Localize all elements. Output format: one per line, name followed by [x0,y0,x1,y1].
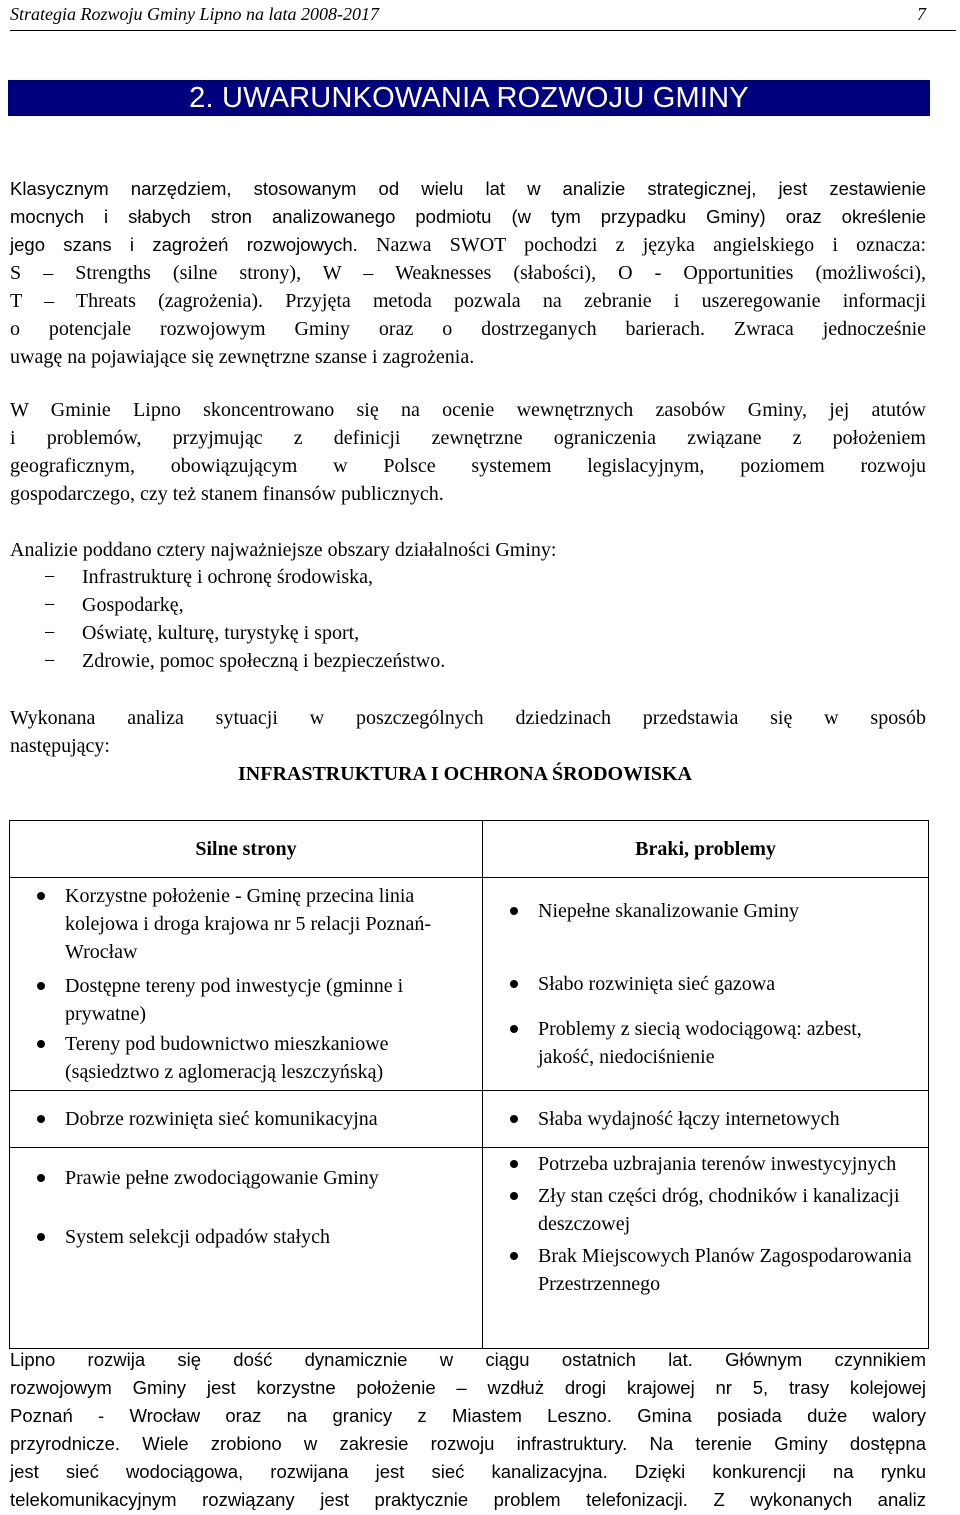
list-item: − Gospodarkę, [44,594,184,616]
intro-line: mocnych i słabych stron analizowanego podmiotu (w tym przypadku Gminy) oraz określenie [10,206,926,227]
table-row [10,1091,929,1148]
list-item: − Oświatę, kulturę, turystykę i sport, [44,622,360,644]
list-item: Problemy z siecią wodociągową: azbest, jakość, niedociśnienie [483,1015,928,1071]
table-row [10,878,929,1091]
strengths-cell [10,878,483,1091]
list-item: System selekcji odpadów stałych [10,1223,482,1251]
analysis-line: następujący: [10,735,110,757]
closing-paragraph [10,1346,926,1514]
assessment-line: W Gminie Lipno skoncentrowano się na ocenie wewnętrznych zasobów Gminy, jej atutów [10,399,926,421]
strengths-header: Silne strony [10,821,483,878]
assessment-line: geograficznym, obowiązującym w Polsce systemem legislacyjnym, poziomem rozwoju [10,455,926,477]
analysis-line: Wykonana analiza sytuacji w poszczególnych dziedzinach przedstawia się w sposób [10,707,926,729]
chapter-heading: 2. UWARUNKOWANIA ROZWOJU GMINY [8,80,930,116]
closing-line: telekomunikacyjnym rozwiązany jest praktycznie problem telefonizacji. Z wykonanych analiz [10,1489,926,1510]
areas-intro: Analizie poddano cztery najważniejsze obszary działalności Gminy: [10,539,557,561]
intro-line: uwagę na pojawiające się zewnętrzne szanse i zagrożenia. [10,346,475,368]
intro-line: Klasycznym narzędziem, stosowanym od wielu lat w analizie strategicznej, jest zestawienie [10,178,926,199]
list-item: Korzystne położenie - Gminę przecina linia kolejowa i droga krajowa nr 5 relacji Poznań-Wrocław [10,882,482,966]
intro-line-sans-part: jego szans i zagrożeń rozwojowych. [10,234,358,255]
weaknesses-cell [483,1148,929,1349]
closing-line: jest sieć wodociągowa, rozwijana jest sieć kanalizacyjna. Dzięki konkurencji na rynku [10,1461,926,1482]
weaknesses-cell [483,1091,929,1148]
closing-line: Poznań - Wrocław oraz na granicy z Miastem Leszno. Gmina posiada duże walory [10,1405,926,1426]
list-item: Niepełne skanalizowanie Gminy [483,897,928,925]
assessment-line: gospodarczego, czy też stanem finansów publicznych. [10,483,444,505]
strengths-cell [10,1091,483,1148]
intro-line: o potencjale rozwojowym Gminy oraz o dostrzeganych barierach. Zwraca jednocześnie [10,318,926,340]
intro-line-serif-part: Nazwa SWOT pochodzi z języka angielskiego i oznacza: [376,234,927,256]
list-item: Potrzeba uzbrajania terenów inwestycyjnych [483,1150,928,1178]
list-item: Prawie pełne zwodociągowanie Gminy [10,1164,482,1192]
page-header [10,0,956,31]
closing-line: przyrodnicze. Wiele zrobiono w zakresie rozwoju infrastruktury. Na terenie Gminy dostępna [10,1433,926,1454]
list-item: Słaba wydajność łączy internetowych [483,1105,928,1133]
swot-table [9,820,929,1349]
table-row [10,1148,929,1349]
section-title: INFRASTRUKTURA I OCHRONA ŚRODOWISKA [238,763,692,785]
weaknesses-cell [483,878,929,1091]
list-item: Brak Miejscowych Planów Zagospodarowania Przestrzennego [483,1242,928,1298]
assessment-line: i problemów, przyjmując z definicji zewnętrzne ograniczenia związane z położeniem [10,427,926,449]
table-header-row [10,821,929,878]
intro-line: T – Threats (zagrożenia). Przyjęta metoda pozwala na zebranie i uszeregowanie informacji [10,290,926,312]
assessment-paragraph [10,396,926,508]
list-item: − Infrastrukturę i ochronę środowiska, [44,566,374,588]
list-item: Słabo rozwinięta sieć gazowa [483,970,928,998]
intro-line-mixed [10,231,926,259]
closing-line: rozwojowym Gminy jest korzystne położenie – wzdłuż drogi krajowej nr 5, trasy kolejowej [10,1377,926,1398]
intro-paragraph [10,175,926,371]
areas-list [44,563,445,675]
page-number: 7 [917,4,926,24]
list-item: − Zdrowie, pomoc społeczną i bezpieczeństwo. [44,650,446,672]
intro-line: S – Strengths (silne strony), W – Weaknesses (słabości), O - Opportunities (możliwości), [10,262,926,284]
document-title: Strategia Rozwoju Gminy Lipno na lata 2008-2017 [10,4,379,24]
weaknesses-header: Braki, problemy [483,821,929,878]
list-item: Dostępne tereny pod inwestycje (gminne i prywatne) [10,972,482,1028]
list-item: Tereny pod budownictwo mieszkaniowe (sąsiedztwo z aglomeracją leszczyńską) [10,1030,482,1086]
analysis-intro [10,704,926,760]
closing-line: Lipno rozwija się dość dynamicznie w ciągu ostatnich lat. Głównym czynnikiem [10,1349,926,1370]
strengths-cell [10,1148,483,1349]
list-item: Dobrze rozwinięta sieć komunikacyjna [10,1105,482,1133]
list-item: Zły stan części dróg, chodników i kanalizacji deszczowej [483,1182,928,1238]
